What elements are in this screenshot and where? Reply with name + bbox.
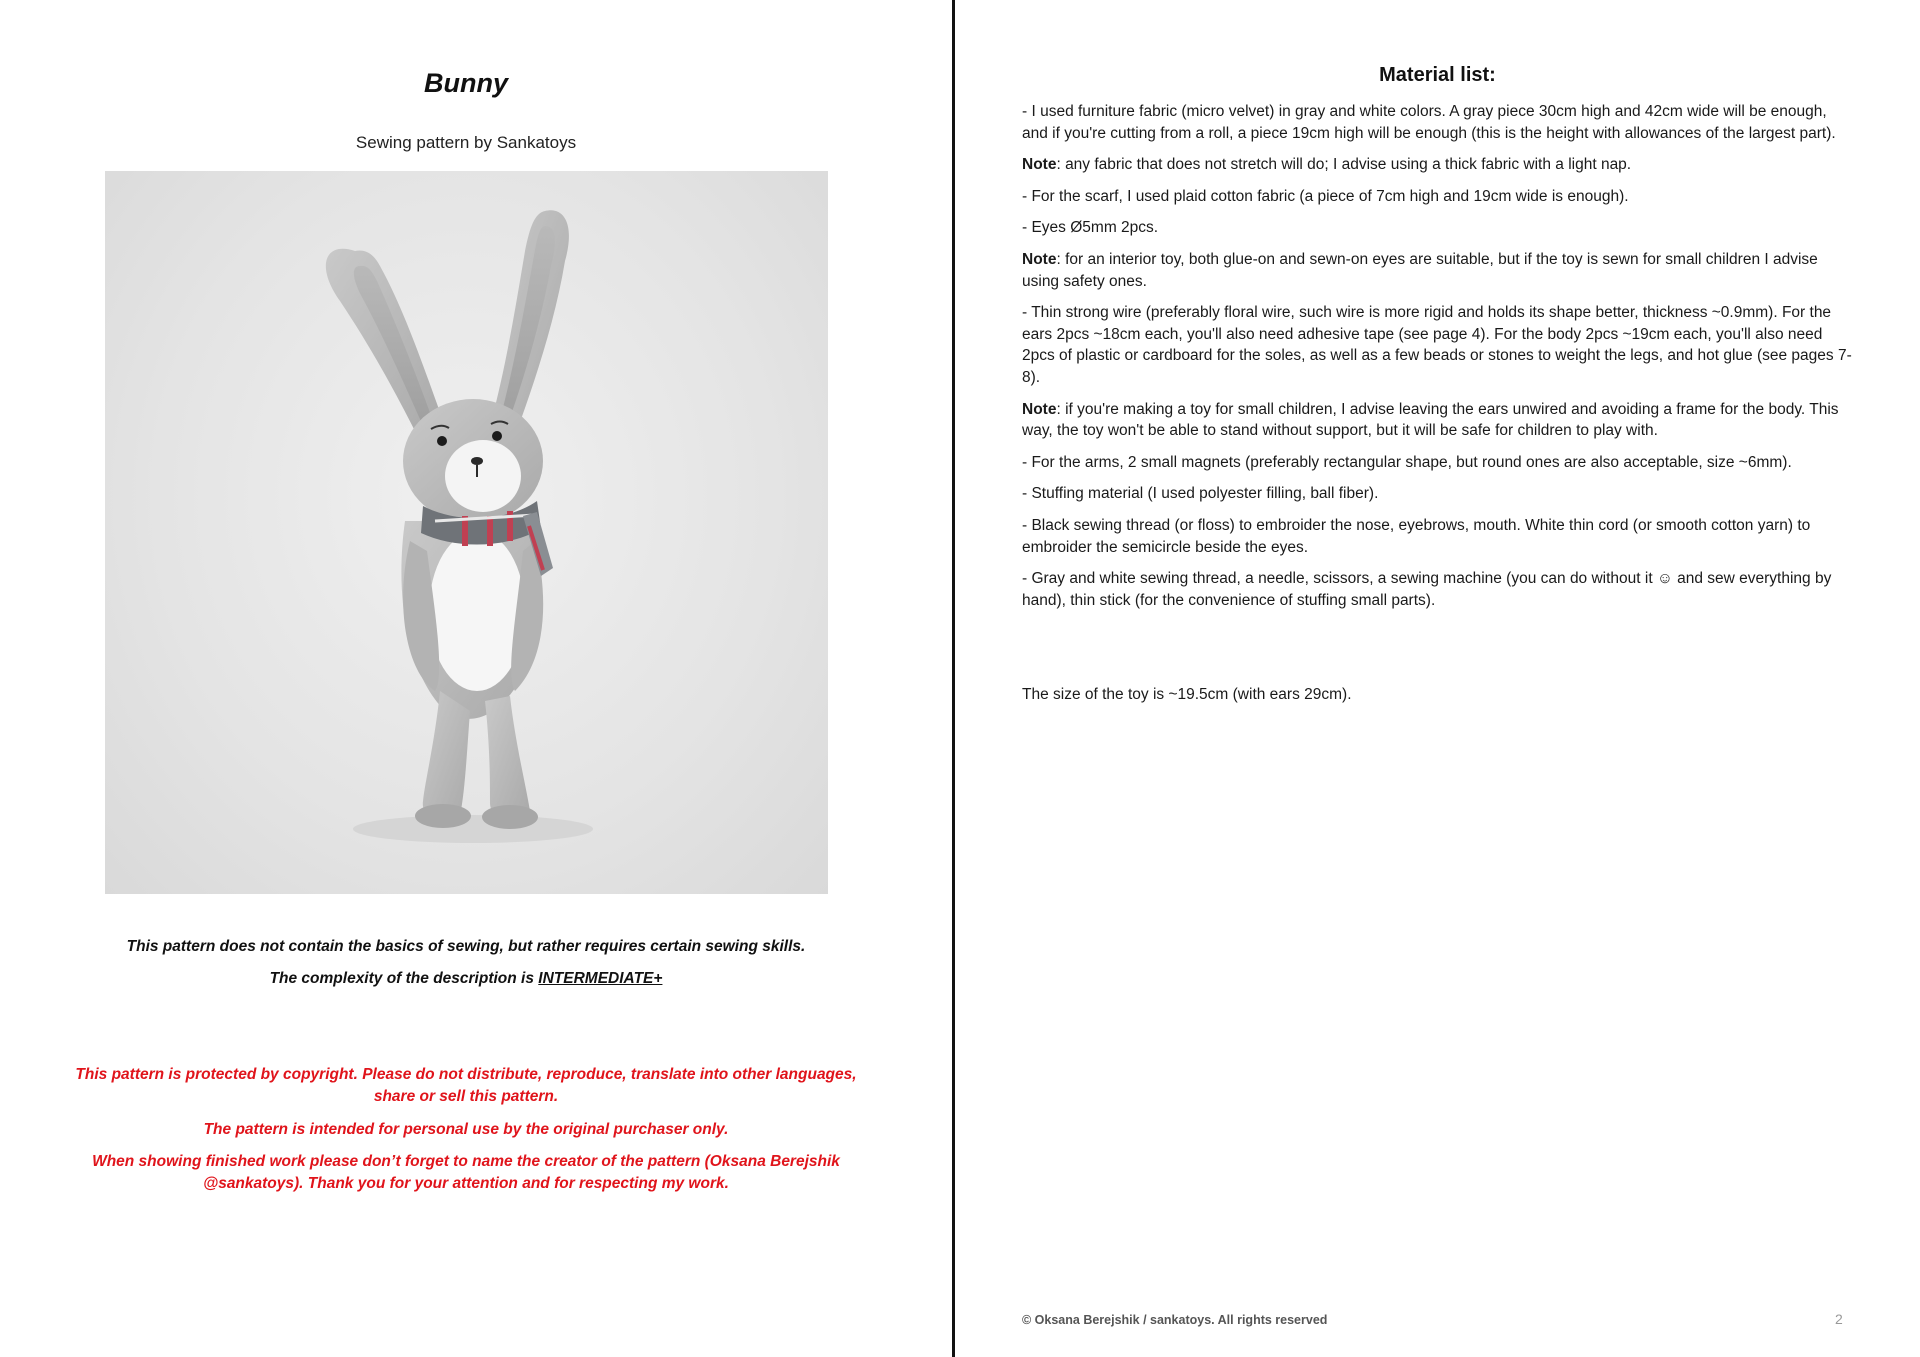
complexity-notice xyxy=(0,968,932,990)
bunny-illustration xyxy=(105,171,828,894)
bunny-photo xyxy=(105,171,828,894)
page-number: 2 xyxy=(1835,1311,1843,1327)
personal-use-notice: The pattern is intended for personal use by the original purchaser only. xyxy=(203,1121,729,1138)
skills-notice: This pattern does not contain the basics of sewing, but rather requires certain sewing skills. xyxy=(126,938,806,955)
material-note: Note: any fabric that does not stretch will do; I advise using a thick fabric with a light nap. xyxy=(1022,156,1632,174)
material-item: - Gray and white sewing thread, a needle, scissors, a sewing machine (you can do without it ☺ and sew everything by hand), thin stick (for the convenience of stuffing small parts). xyxy=(1022,570,1832,609)
complexity-prefix: The complexity of the description is xyxy=(269,970,539,987)
material-item: - For the scarf, I used plaid cotton fabric (a piece of 7cm high and 19cm wide is enough). xyxy=(1022,187,1629,205)
material-item: - Stuffing material (I used polyester filling, ball fiber). xyxy=(1022,485,1379,503)
material-item: - Eyes Ø5mm 2pcs. xyxy=(1022,219,1159,237)
copyright-footer: © Oksana Berejshik / sankatoys. All rights reserved xyxy=(1022,1313,1328,1327)
material-item: - For the arms, 2 small magnets (preferably rectangular shape, but round ones are also acceptable, size ~6mm). xyxy=(1022,453,1792,471)
material-list xyxy=(1022,101,1852,621)
complexity-level: INTERMEDIATE+ xyxy=(538,970,663,987)
pattern-subtitle: Sewing pattern by Sankatoys xyxy=(355,133,577,152)
copyright-notice: This pattern is protected by copyright. Please do not distribute, reproduce, translate into other languages, share or sell this pattern. xyxy=(75,1066,857,1105)
attribution-notice: When showing finished work please don’t forget to name the creator of the pattern (Oksana Berejshik @sankatoys). Thank you for your attention and for respecting my work. xyxy=(92,1153,840,1192)
material-note: Note: if you're making a toy for small children, I advise leaving the ears unwired and avoiding a frame for the body. This way, the toy won't be able to stand without support, but it will be safe for children to play with. xyxy=(1022,400,1839,440)
material-item: - I used furniture fabric (micro velvet) in gray and white colors. A gray piece 30cm high and 42cm wide will be enough, and if you're cutting from a roll, a piece 19cm high will be enough (this is the height with allowances of the largest part). xyxy=(1022,103,1836,142)
materials-page xyxy=(955,0,1920,1357)
cover-page xyxy=(0,0,952,1357)
material-note: Note: for an interior toy, both glue-on and sewn-on eyes are suitable, but if the toy is sewn for small children I advise using safety ones. xyxy=(1022,250,1818,290)
material-list-heading: Material list: xyxy=(1379,64,1496,86)
material-item: - Thin strong wire (preferably floral wire, such wire is more rigid and holds its shape better, thickness ~0.9mm). For the ears 2pcs ~18cm each, you'll also need adhesive tape (see page 4). For the body 2pcs ~19cm each, you'll also need 2pcs of plastic or cardboard for the soles, as well as a few beads or stones to weight the legs, and hot glue (see pages 7-8). xyxy=(1022,304,1852,386)
toy-size: The size of the toy is ~19.5cm (with ears 29cm). xyxy=(1022,686,1352,703)
material-item: - Black sewing thread (or floss) to embroider the nose, eyebrows, mouth. White thin cord (or smooth cotton yarn) to embroider the semicircle beside the eyes. xyxy=(1022,516,1811,556)
pattern-title: Bunny xyxy=(424,68,508,98)
